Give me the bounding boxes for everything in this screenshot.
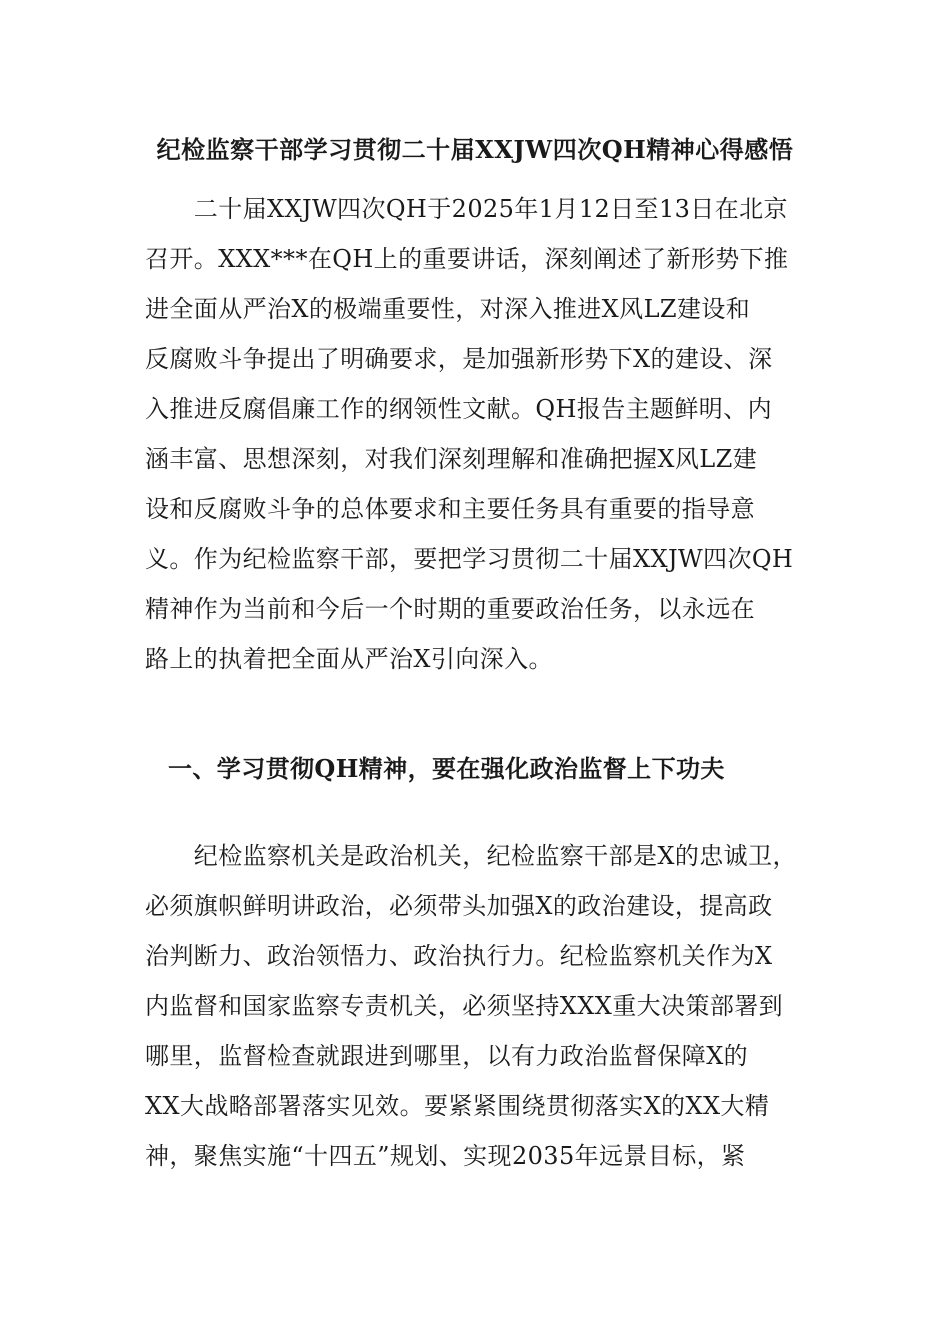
paragraph-line: 设和反腐败斗争的总体要求和主要任务具有重要的指导意 [145, 495, 755, 523]
paragraph-line: 反腐败斗争提出了明确要求，是加强新形势下X的建设、深 [145, 345, 773, 373]
paragraph-line: 涵丰富、思想深刻，对我们深刻理解和准确把握X风LZ建 [145, 445, 758, 473]
section-heading: 一、学习贯彻QH精神，要在强化政治监督上下功夫 [168, 754, 725, 783]
paragraph-line: 精神作为当前和今后一个时期的重要政治任务，以永远在 [145, 595, 755, 623]
paragraph-line: 哪里，监督检查就跟进到哪里，以有力政治监督保障X的 [145, 1042, 749, 1070]
section-paragraph [145, 831, 825, 1181]
paragraph-line: 二十届XXJW四次QH于2025年1月12日至13日在北京 [145, 195, 788, 223]
paragraph-line: 义。作为纪检监察干部，要把学习贯彻二十届XXJW四次QH [145, 545, 794, 573]
document-title: 纪检监察干部学习贯彻二十届XXJW四次QH精神心得感悟 [156, 135, 794, 164]
paragraph-line: 纪检监察机关是政治机关，纪检监察干部是X的忠诚卫， [145, 842, 797, 870]
paragraph-line: 入推进反腐倡廉工作的纲领性文献。QH报告主题鲜明、内 [145, 395, 773, 423]
paragraph-line: XX大战略部署落实见效。要紧紧围绕贯彻落实X的XX大精 [145, 1092, 770, 1120]
paragraph-line: 必须旗帜鲜明讲政治，必须带头加强X的政治建设，提高政 [145, 892, 773, 920]
paragraph-line: 路上的执着把全面从严治X引向深入。 [145, 645, 553, 673]
paragraph-line: 神，聚焦实施“十四五”规划、实现2035年远景目标，紧 [145, 1142, 746, 1170]
paragraph-line: 治判断力、政治领悟力、政治执行力。纪检监察机关作为X [145, 942, 773, 970]
paragraph-line: 召开。XXX***在QH上的重要讲话，深刻阐述了新形势下推 [145, 245, 789, 273]
paragraph-line: 内监督和国家监察专责机关，必须坚持XXX重大决策部署到 [145, 992, 784, 1020]
intro-paragraph [145, 184, 825, 684]
paragraph-line: 进全面从严治X的极端重要性，对深入推进X风LZ建设和 [145, 295, 751, 323]
